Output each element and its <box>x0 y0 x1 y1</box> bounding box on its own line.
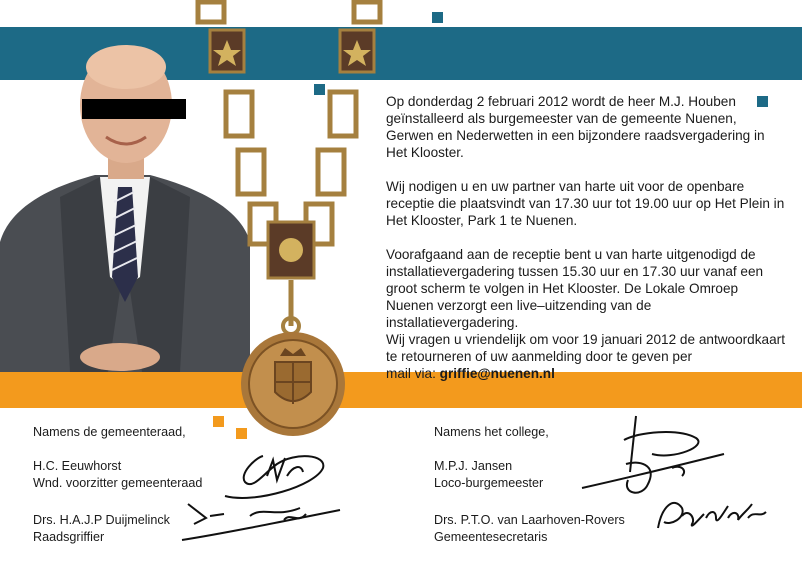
mayoral-chain-medal <box>190 0 410 440</box>
decorative-square <box>432 12 443 23</box>
mail-address-link[interactable]: griffie@nuenen.nl <box>439 366 555 381</box>
invitation-paragraph-installation: Op donderdag 2 februari 2012 wordt de heer M.J. Houben geïnstalleerd als burgemeester van de gemeente Nuenen, Gerwen en Nederwetten in een bijzondere raadsvergadering in Het Klooster. <box>386 94 765 160</box>
signatory-role: Loco-burgemeester <box>434 476 544 490</box>
invitation-text <box>386 93 786 382</box>
signature-duijmelinck <box>180 494 345 550</box>
signatory-name: Drs. P.T.O. van Laarhoven-Rovers <box>434 513 625 527</box>
signatory-name: Drs. H.A.J.P Duijmelinck <box>33 513 170 527</box>
invitation-paragraph-meeting: Voorafgaand aan de receptie bent u van harte uitgenodigd de installatievergadering tussen 15.30 uur en 17.30 uur vanaf een groot scherm te volgen in Het Klooster. De Lokale Omroep Nuenen verzorgt een live–uitzending van de installatievergadering. <box>386 247 764 330</box>
mail-prefix: mail via: <box>386 366 440 381</box>
invitation-mail-line <box>386 365 786 382</box>
signatory-role: Wnd. voorzitter gemeenteraad <box>33 476 203 490</box>
signatory-role: Raadsgriffier <box>33 530 105 544</box>
signature-heading-council: Namens de gemeenteraad, <box>33 425 186 439</box>
signatory-role: Gemeentesecretaris <box>434 530 548 544</box>
signatory-name: H.C. Eeuwhorst <box>33 459 122 473</box>
invitation-paragraph-rsvp: Wij vragen u vriendelijk om voor 19 januari 2012 de antwoordkaart te retourneren of uw aanmelding door te geven per <box>386 332 785 364</box>
signatory-block-jansen <box>434 458 543 492</box>
signatory-block-eeuwhorst <box>33 458 202 492</box>
signatory-block-van-laarhoven <box>434 512 625 546</box>
signature-van-laarhoven <box>652 488 772 540</box>
invitation-paragraph-reception: Wij nodigen u en uw partner van harte uit voor de openbare receptie die plaatsvindt van 17.30 uur tot 19.00 uur op Het Plein in Het Klooster, Park 1 te Nuenen. <box>386 179 785 228</box>
signatory-name: M.P.J. Jansen <box>434 459 513 473</box>
signature-heading-college: Namens het college, <box>434 425 549 439</box>
signatory-block-duijmelinck <box>33 512 170 546</box>
